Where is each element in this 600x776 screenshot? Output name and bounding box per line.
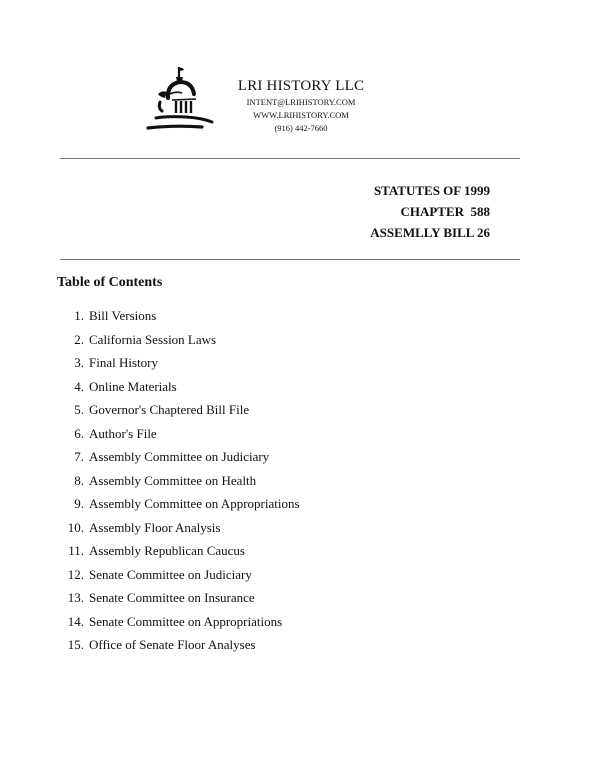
toc-item-number: 7.	[74, 449, 84, 464]
toc-item	[64, 331, 300, 355]
toc-item-label: Governor's Chaptered Bill File	[89, 402, 250, 417]
toc-item-number: 15.	[67, 637, 84, 652]
toc-item-number: 11.	[68, 543, 84, 558]
company-name: LRI HISTORY LLC	[237, 78, 365, 94]
toc-item	[64, 354, 300, 378]
toc-item-label: Senate Committee on Insurance	[89, 590, 255, 605]
toc-item-number: 4.	[74, 378, 84, 394]
statute-year: STATUTES OF 1999	[373, 183, 490, 198]
toc-item-label: Office of Senate Floor Analyses	[89, 637, 256, 652]
toc-item	[64, 472, 300, 496]
toc-item-label: Assembly Committee on Judiciary	[89, 449, 270, 464]
toc-title: Table of Contents	[57, 275, 163, 290]
bottom-divider	[60, 259, 520, 260]
toc-item-number: 14.	[67, 613, 84, 629]
toc-item-label: Assembly Floor Analysis	[89, 519, 221, 535]
toc-item-number: 1.	[74, 308, 84, 323]
toc-item-label: Online Materials	[89, 378, 177, 394]
toc-item-number: 6.	[74, 425, 84, 441]
toc-item	[64, 448, 300, 472]
toc-item-label: Assembly Republican Caucus	[89, 543, 245, 558]
toc-item-number: 3.	[74, 355, 84, 370]
toc-item-number: 2.	[74, 331, 84, 347]
toc-item	[64, 519, 300, 543]
toc-item	[64, 589, 300, 613]
toc-item	[64, 307, 300, 331]
toc-item-number: 12.	[67, 566, 84, 582]
company-block	[226, 76, 376, 135]
toc-item-label: Bill Versions	[89, 308, 157, 323]
toc-item-label: Senate Committee on Appropriations	[89, 613, 283, 629]
toc-item	[64, 636, 300, 660]
toc-item-label: Assembly Committee on Appropriations	[89, 496, 300, 511]
statute-block	[370, 180, 490, 243]
statute-bill: ASSEMLLY BILL 26	[370, 225, 490, 240]
toc-item	[64, 613, 300, 637]
toc-item-number: 5.	[74, 402, 84, 417]
toc-item-number: 9.	[74, 496, 84, 511]
toc-item-number: 8.	[74, 472, 84, 488]
toc-item-number: 10.	[67, 519, 84, 535]
toc-item-label: Assembly Committee on Health	[89, 472, 257, 488]
capitol-dome-icon	[146, 64, 216, 136]
toc-item-label: Final History	[89, 355, 158, 370]
toc-item	[64, 495, 300, 519]
toc-item	[64, 401, 300, 425]
toc-item	[64, 566, 300, 590]
top-divider	[60, 158, 520, 159]
statute-chapter: CHAPTER 588	[400, 204, 490, 219]
toc-item	[64, 378, 300, 402]
toc-item	[64, 542, 300, 566]
toc-item-label: Senate Committee on Judiciary	[89, 566, 252, 582]
toc-list	[64, 307, 300, 660]
company-phone: (916) 442-7660	[274, 123, 328, 133]
toc-item-label: Author's File	[89, 425, 157, 441]
toc-item	[64, 425, 300, 449]
toc-item-label: California Session Laws	[89, 331, 217, 347]
company-email: INTENT@LRIHISTORY.COM	[246, 97, 356, 107]
company-website: WWW.LRIHISTORY.COM	[253, 110, 349, 120]
toc-item-number: 13.	[67, 590, 84, 605]
